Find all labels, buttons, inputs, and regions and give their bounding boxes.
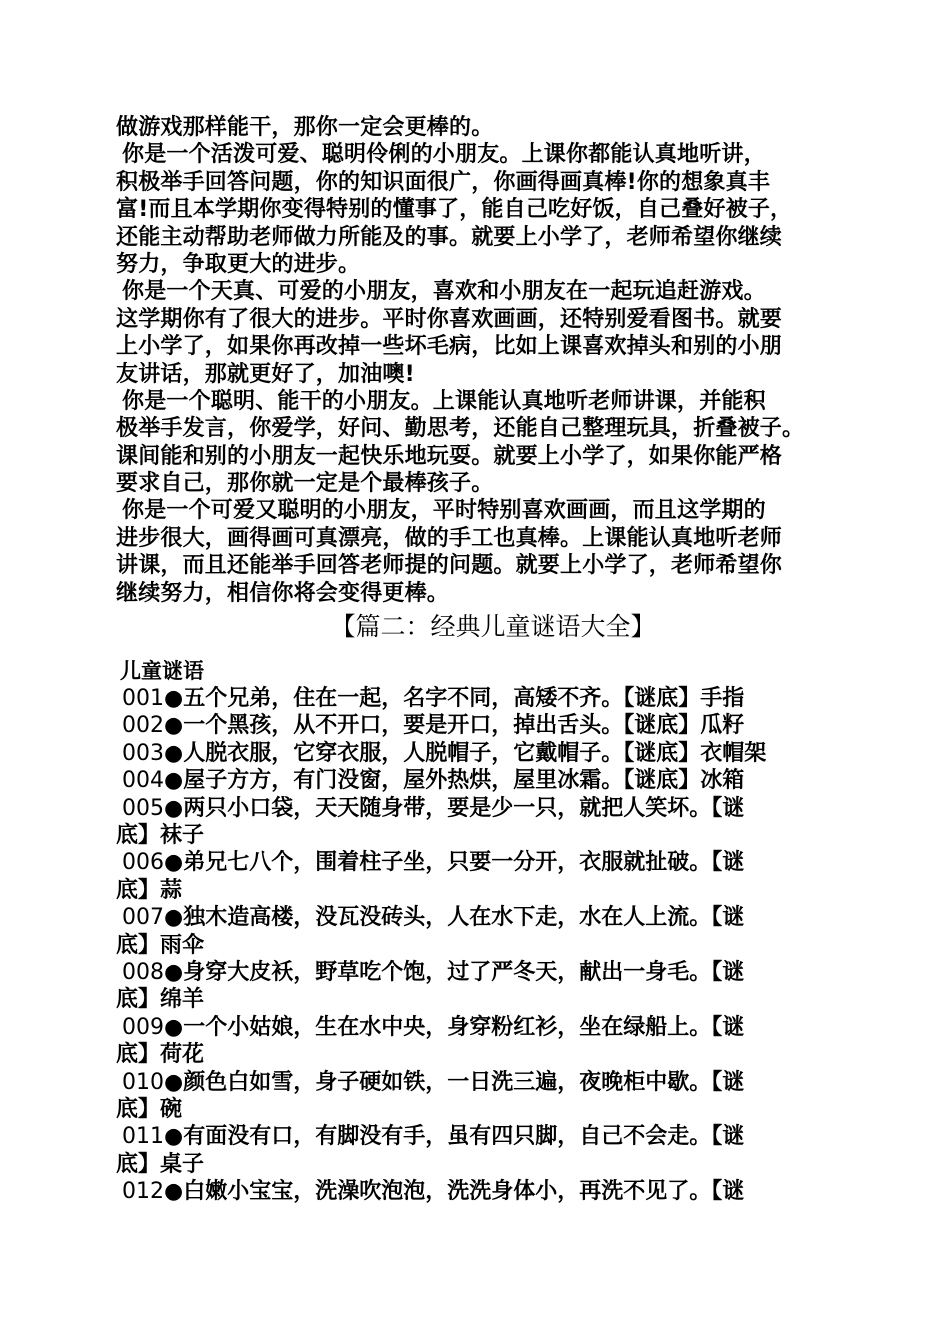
text-line: 积极举手回答问题，你的知识面很广，你画得画真棒!你的想象真丰 (116, 169, 771, 195)
riddle-text: 底】雨伞 (116, 932, 205, 958)
riddle-line (116, 959, 850, 986)
riddle-text: 底】蒜 (116, 877, 183, 903)
riddle-text: ●弟兄七八个，围着柱子坐，只要一分开，衣服就扯破。【谜 (164, 850, 745, 876)
riddle-text: 底】桌子 (116, 1151, 205, 1177)
text-line: 上小学了，如果你再改掉一些坏毛病，比如上课喜欢掉头和别的小朋 (116, 334, 783, 360)
riddle-number: 009 (122, 1014, 164, 1040)
riddle-line (116, 986, 850, 1013)
riddle-text: 底】荷花 (116, 1042, 205, 1068)
riddle-number: 002 (122, 713, 164, 739)
riddle-number: 010 (122, 1069, 164, 1095)
riddle-text: ●两只小口袋，天天随身带，要是少一只，就把人笑坏。【谜 (164, 795, 745, 821)
text-line: 努力，争取更大的进步。 (116, 251, 361, 277)
document-page (116, 114, 850, 1205)
riddle-number: 011 (122, 1124, 164, 1150)
text-line: 友讲话，那就更好了，加油噢! (116, 361, 415, 387)
riddle-text: 底】碗 (116, 1096, 183, 1122)
text-line: 继续努力，相信你将会变得更棒。 (116, 580, 450, 606)
text-line: 这学期你有了很大的进步。平时你喜欢画画，还特别爱看图书。就要 (116, 306, 783, 332)
riddle-number: 005 (122, 795, 164, 821)
riddle-list (116, 685, 850, 1205)
riddle-line (116, 712, 850, 739)
riddle-text: ●有面没有口，有脚没有手，虽有四只脚，自己不会走。【谜 (164, 1124, 745, 1150)
riddle-subheading: 儿童谜语 (120, 659, 204, 684)
riddle-line (116, 849, 850, 876)
riddle-text: 底】绵羊 (116, 987, 205, 1013)
riddle-number: 008 (122, 959, 164, 985)
riddle-text: ●独木造高楼，没瓦没砖头，人在水下走，水在人上流。【谜 (164, 905, 745, 931)
riddle-text: ●屋子方方，有门没窗，屋外热烘，屋里冰霜。【谜底】冰箱 (164, 768, 745, 794)
riddle-line (116, 1096, 850, 1123)
text-line: 进步很大，画得画可真漂亮，做的手工也真棒。上课能认真地听老师 (116, 525, 783, 551)
riddle-line (116, 1069, 850, 1096)
text-line: 你是一个聪明、能干的小朋友。上课能认真地听老师讲课，并能积 (122, 388, 766, 414)
riddle-line (116, 904, 850, 931)
riddle-line (116, 877, 850, 904)
riddle-text: ●一个黑孩，从不开口，要是开口，掉出舌头。【谜底】瓜籽 (164, 713, 745, 739)
riddle-text: ●身穿大皮袄，野草吃个饱，过了严冬天，献出一身毛。【谜 (164, 959, 745, 985)
riddle-line (116, 1178, 850, 1205)
riddle-text: 底】袜子 (116, 822, 205, 848)
riddle-text: ●白嫩小宝宝，洗澡吹泡泡，洗洗身体小，再洗不见了。【谜 (164, 1179, 745, 1205)
riddle-number: 003 (122, 740, 164, 766)
riddle-number: 001 (122, 686, 164, 712)
comment-paragraphs (116, 114, 850, 607)
text-line: 要求自己，那你就一定是个最棒孩子。 (116, 471, 494, 497)
riddle-number: 012 (122, 1179, 164, 1205)
riddle-line (116, 685, 850, 712)
riddle-text: ●颜色白如雪，身子硬如铁，一日洗三遍，夜晚柜中歇。【谜 (164, 1069, 745, 1095)
riddle-line (116, 767, 850, 794)
text-line: 你是一个活泼可爱、聪明伶俐的小朋友。上课你都能认真地听讲， (122, 142, 766, 168)
text-line: 做游戏那样能干，那你一定会更棒的。 (116, 115, 494, 140)
riddle-line (116, 1151, 850, 1178)
section-heading: 【篇二：经典儿童谜语大全】 (330, 612, 656, 642)
riddle-line (116, 1123, 850, 1150)
text-line: 课间能和别的小朋友一起快乐地玩耍。就要上小学了，如果你能严格 (116, 443, 783, 469)
riddle-line (116, 1041, 850, 1068)
riddle-number: 004 (122, 768, 164, 794)
text-line: 极举手发言，你爱学，好问、勤思考，还能自己整理玩具，折叠被子。 (116, 416, 805, 442)
text-line: 你是一个天真、可爱的小朋友，喜欢和小朋友在一起玩追赶游戏。 (122, 279, 766, 305)
riddle-number: 006 (122, 850, 164, 876)
riddle-number: 007 (122, 905, 164, 931)
riddle-line (116, 795, 850, 822)
riddle-line (116, 932, 850, 959)
riddle-line (116, 740, 850, 767)
riddle-line (116, 1014, 850, 1041)
riddle-text: ●五个兄弟，住在一起，名字不同，高矮不齐。【谜底】手指 (164, 686, 745, 712)
riddle-line (116, 822, 850, 849)
text-line: 讲课，而且还能举手回答老师提的问题。就要上小学了，老师希望你 (116, 553, 783, 579)
riddle-text: ●人脱衣服，它穿衣服，人脱帽子，它戴帽子。【谜底】衣帽架 (164, 740, 767, 766)
text-line: 富!而且本学期你变得特别的懂事了，能自己吃好饭，自己叠好被子， (116, 197, 793, 223)
riddle-text: ●一个小姑娘，生在水中央，身穿粉红衫，坐在绿船上。【谜 (164, 1014, 745, 1040)
text-line: 还能主动帮助老师做力所能及的事。就要上小学了，老师希望你继续 (116, 224, 783, 250)
text-line: 你是一个可爱又聪明的小朋友，平时特别喜欢画画，而且这学期的 (122, 498, 766, 524)
